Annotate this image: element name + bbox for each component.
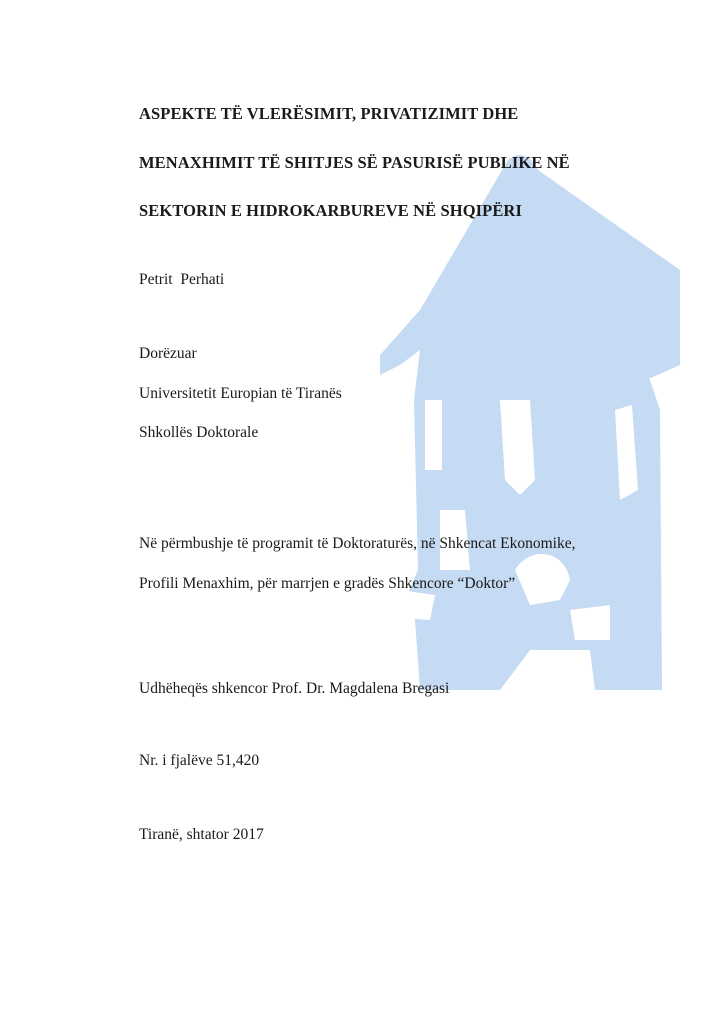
supervisor: Udhëheqës shkencor Prof. Dr. Magdalena Bregasi <box>139 680 450 697</box>
title-line-3: SEKTORIN E HIDROKARBUREVE NË SHQIPËRI <box>139 201 522 220</box>
purpose-line-2: Profili Menaxhim, për marrjen e gradës Shkencore “Doktor” <box>139 575 516 592</box>
purpose-line-1: Në përmbushje të programit të Doktoraturës, në Shkencat Ekonomike, <box>139 535 576 552</box>
place-date: Tiranë, shtator 2017 <box>139 826 264 843</box>
word-count: Nr. i fjalëve 51,420 <box>139 752 260 769</box>
author-name: Petrit Perhati <box>139 271 225 288</box>
title-line-1: ASPEKTE TË VLERËSIMIT, PRIVATIZIMIT DHE <box>139 104 519 123</box>
university-name: Universitetit Europian të Tiranës <box>139 385 342 402</box>
doctoral-school: Shkollës Doktorale <box>139 424 259 441</box>
submitted-label: Dorëzuar <box>139 345 197 362</box>
title-line-2: MENAXHIMIT TË SHITJES SË PASURISË PUBLIKE NË <box>139 153 570 172</box>
